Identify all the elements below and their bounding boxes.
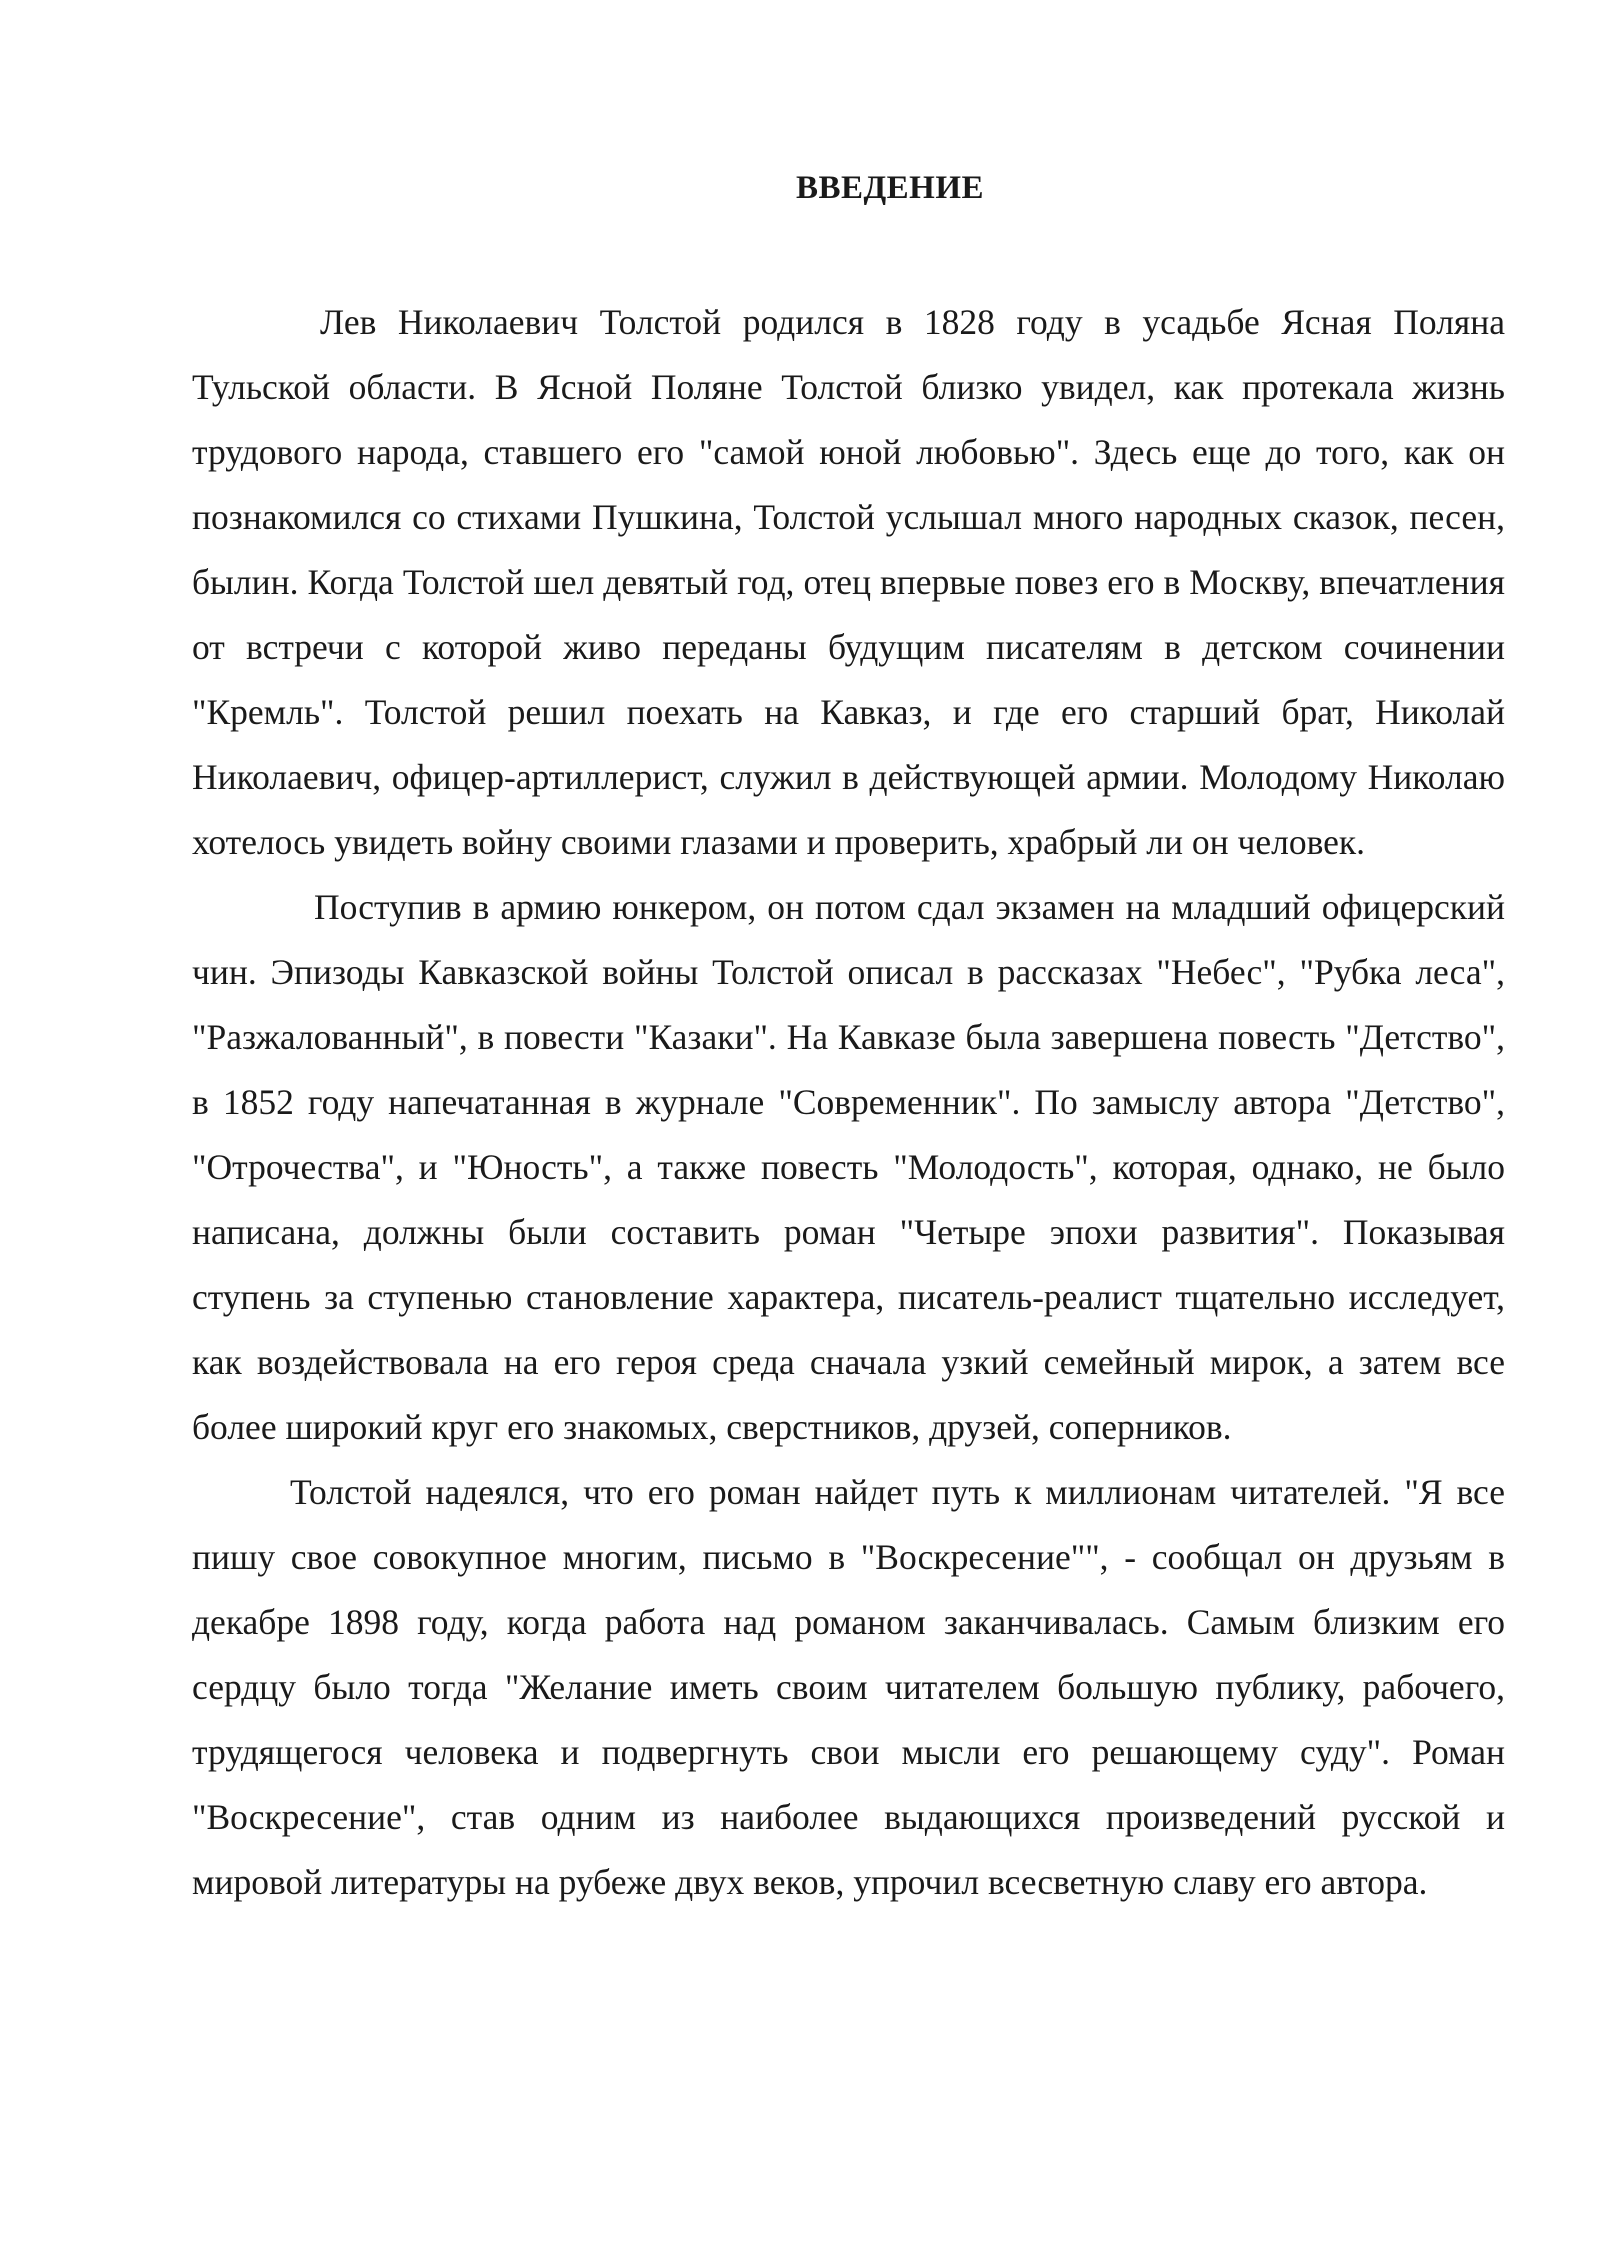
page-title: ВВЕДЕНИЕ (795, 170, 985, 206)
document-body (192, 290, 1505, 1915)
paragraph-2: Поступив в армию юнкером, он потом сдал экзамен на младший офицерский чин. Эпизоды Кавказской войны Толстой описал в рассказах "Небес", "Рубка леса", "Разжалованный", в повести "Казаки". На Кавказе была завершена повесть "Детство", в 1852 году напечатанная в журнале "Современник". По замыслу автора "Детство", "Отрочества", и "Юность", а также повесть "Молодость", которая, однако, не было написана, должны были составить роман "Четыре эпохи развития". Показывая ступень за ступенью становление характера, писатель-реалист тщательно исследует, как воздействовала на его героя среда сначала узкий семейный мирок, а затем все более широкий круг его знакомых, сверстников, друзей, соперников. (192, 887, 1505, 1447)
paragraph-1: Лев Николаевич Толстой родился в 1828 году в усадьбе Ясная Поляна Тульской области. В Ясной Поляне Толстой близко увидел, как протекала жизнь трудового народа, ставшего его "самой юной любовью". Здесь еще до того, как он познакомился со стихами Пушкина, Толстой услышал много народных сказок, песен, былин. Когда Толстой шел девятый год, отец впервые повез его в Москву, впечатления от встречи с которой живо переданы будущим писателям в детском сочинении "Кремль". Толстой решил поехать на Кавказ, и где его старший брат, Николай Николаевич, офицер-артиллерист, служил в действующей армии. Молодому Николаю хотелось увидеть войну своими глазами и проверить, храбрый ли он человек. (192, 302, 1505, 862)
paragraph-3: Толстой надеялся, что его роман найдет путь к миллионам читателей. "Я все пишу свое совокупное многим, письмо в "Воскресение"", - сообщал он друзьям в декабре 1898 году, когда работа над романом заканчивалась. Самым близким его сердцу было тогда "Желание иметь своим читателем большую публику, рабочего, трудящегося человека и подвергнуть свои мысли его решающему суду". Роман "Воскресение", став одним из наиболее выдающихся произведений русской и мировой литературы на рубеже двух веков, упрочил всесветную славу его автора. (192, 1472, 1505, 1902)
